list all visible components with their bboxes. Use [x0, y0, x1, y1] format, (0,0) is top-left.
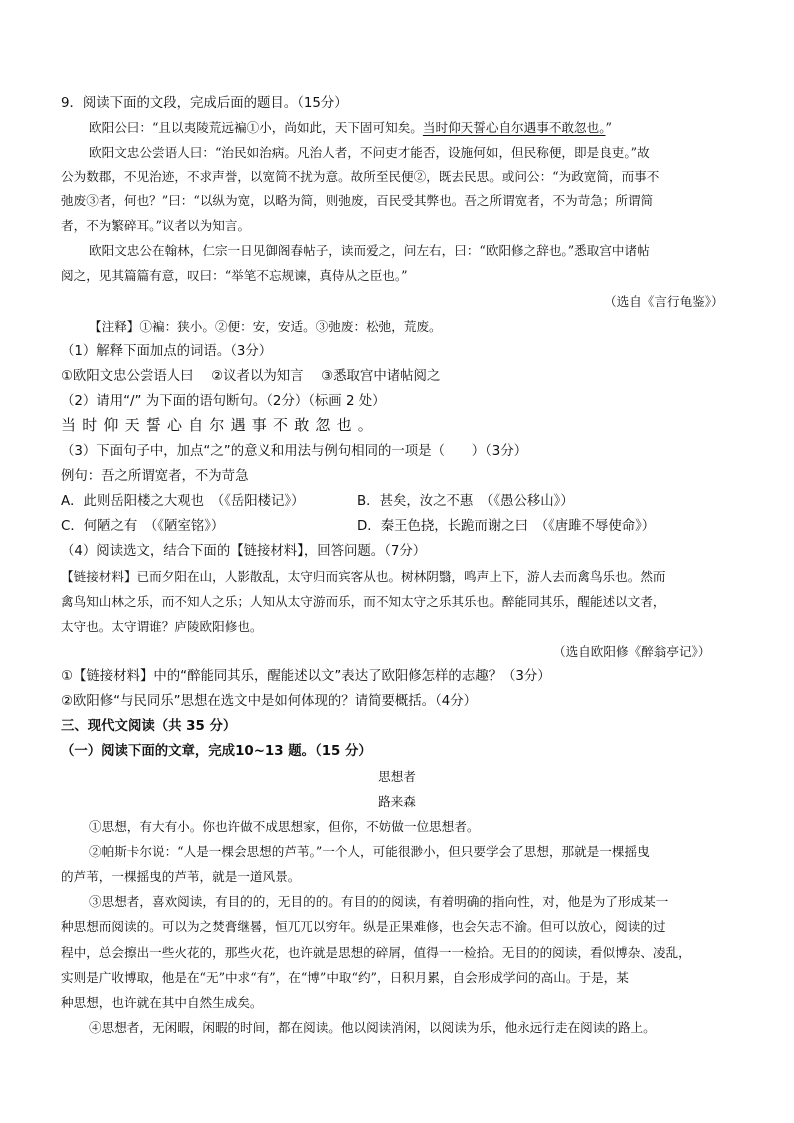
question-9-title: 9．阅读下面的文段，完成后面的题目。（15分）: [61, 96, 348, 111]
passage-line-1: [89, 117, 612, 136]
article-paragraph-line: ④思想者，无闲暇，闲暇的时间，都在阅读。他以阅读消闲，以阅读为乐，他永远行走在阅读的路上。: [89, 1020, 656, 1035]
passage-text: ”: [605, 120, 612, 135]
article-title: 思想者: [378, 769, 416, 784]
section-3-part-1: （一）阅读下面的文章，完成10~13 题。（15 分）: [61, 744, 372, 759]
option-d: D．秦王色挠，长跪而谢之曰 （《唐雎不辱使命》）: [357, 519, 656, 534]
passage-line-5: 者，不为繁碎耳。”议者以为知言。: [61, 218, 251, 233]
passage-line-3: 公为数郡，不见治迹，不求声誉，以宽简不扰为意。故所至民便②，既去民思。或问公：“为政宽简，而事不: [61, 169, 660, 184]
passage-line-6: 欧阳文忠公在翰林，仁宗一日见御阁春帖子，读而爱之，问左右，曰：“欧阳修之辞也。”悉取宫中诸帖: [89, 243, 650, 258]
article-paragraph-line: 种思想，也许就在其中自然生成矣。: [61, 995, 263, 1010]
sub-question-1-items: ①欧阳文忠公尝语人曰 ②议者以为知言 ③悉取宫中诸帖阅之: [61, 369, 441, 384]
option-a: A．此则岳阳楼之大观也 （《岳阳楼记》）: [61, 494, 305, 509]
article-paragraph-line: 的芦苇，一棵摇曳的芦苇，就是一道风景。: [61, 869, 301, 884]
passage-line-4: 弛废③者，何也？”曰：“以纵为宽，以略为简，则弛废，百民受其弊也。吾之所谓宽者，不为苛急；所谓简: [61, 193, 654, 208]
article-paragraph-line: 实则是广收博取，他是在“无”中求“有”，在“博”中取“约”，日积月累，自会形成学问的高山。于是，某: [61, 970, 629, 985]
passage-line-2: 欧阳文忠公尝语人曰：“治民如治病。凡治人者，不问吏才能否，设施何如，但民称便，即是良吏。”故: [89, 145, 650, 160]
annotation-note: 【注释】①褊：狭小。②便：安，安适。③弛废：松弛，荒废。: [89, 319, 442, 334]
sub-question-4: （4）阅读选文，结合下面的【链接材料】，回答问题。（7分）: [61, 544, 427, 559]
sub-question-1: （1）解释下面加点的词语。（3分）: [61, 344, 273, 359]
passage-source: （选自《言行龟鉴》）: [604, 294, 724, 309]
article-paragraph-line: ③思想者，喜欢阅读，有目的的，无目的的。有目的的阅读，有着明确的指向性，对，他是为了形成某一: [89, 894, 669, 909]
sentence-to-punctuate: 当时仰天誓心自尔遇事不敢忽也。: [61, 416, 380, 434]
example-sentence: 例句：吾之所谓宽者，不为苛急: [61, 469, 249, 484]
article-paragraph-line: 程中，总会擦出一些火花的，那些火花，也许就是思想的碎屑，值得一一检拾。无目的的阅读，看似博杂、凌乱，: [61, 945, 691, 960]
section-3-title: 三、现代文阅读（共 35 分）: [61, 719, 237, 734]
article-paragraph-line: ①思想，有大有小。你也许做不成思想家，但你，不妨做一位思想者。: [89, 819, 480, 834]
link-material-line-2: 禽鸟知山林之乐，而不知人之乐；人知从太守游而乐，而不知太守之乐其乐也。醉能同其乐，醒能述以文者，: [61, 594, 666, 609]
article-paragraph-line: 种思想而阅读的。可以为之焚膏继晷，恒兀兀以穷年。纵是正果难修，也会矢志不渝。但可以放心，阅读的过: [61, 919, 666, 934]
link-material-line-3: 太守也。太守谓谁？庐陵欧阳修也。: [61, 619, 263, 634]
option-b: B．甚矣，汝之不惠 （《愚公移山》）: [357, 494, 574, 509]
article-paragraph-line: ②帕斯卡尔说：“人是一棵会思想的芦苇。”一个人，可能很渺小，但只要学会了思想，那就是一棵摇曳: [89, 844, 650, 859]
passage-line-7: 阅之，见其篇篇有意，叹曰：“举笔不忘规谏，真侍从之臣也。”: [61, 268, 408, 283]
sub-question-3: （3）下面句子中，加点“之”的意义和用法与例句相同的一项是（ ）（3分）: [61, 444, 528, 459]
option-c: C．何陋之有 （《陋室铭》）: [61, 519, 225, 534]
sub-question-4-part-2: ②欧阳修“与民同乐”思想在选文中是如何体现的？请简要概括。（4分）: [61, 694, 478, 709]
sub-question-2: （2）请用“/” 为下面的语句断句。（2分）（标画 2 处）: [61, 394, 386, 409]
link-material-source: （选自欧阳修《醉翁亭记》）: [553, 644, 711, 659]
sub-question-4-part-1: ①【链接材料】中的“醉能同其乐，醒能述以文”表达了欧阳修怎样的志趣？（3分）: [61, 669, 551, 684]
underlined-sentence: 当时仰天誓心自尔遇事不敢忽也。: [422, 120, 606, 135]
passage-text: 欧阳公曰：“且以夷陵荒远褊①小，尚如此，天下固可知矣。: [89, 120, 423, 135]
link-material-line-1: 【链接材料】已而夕阳在山，人影散乱，太守归而宾客从也。树林阴翳，鸣声上下，游人去而禽鸟乐也。然而: [61, 569, 666, 584]
article-author: 路来森: [378, 794, 416, 809]
